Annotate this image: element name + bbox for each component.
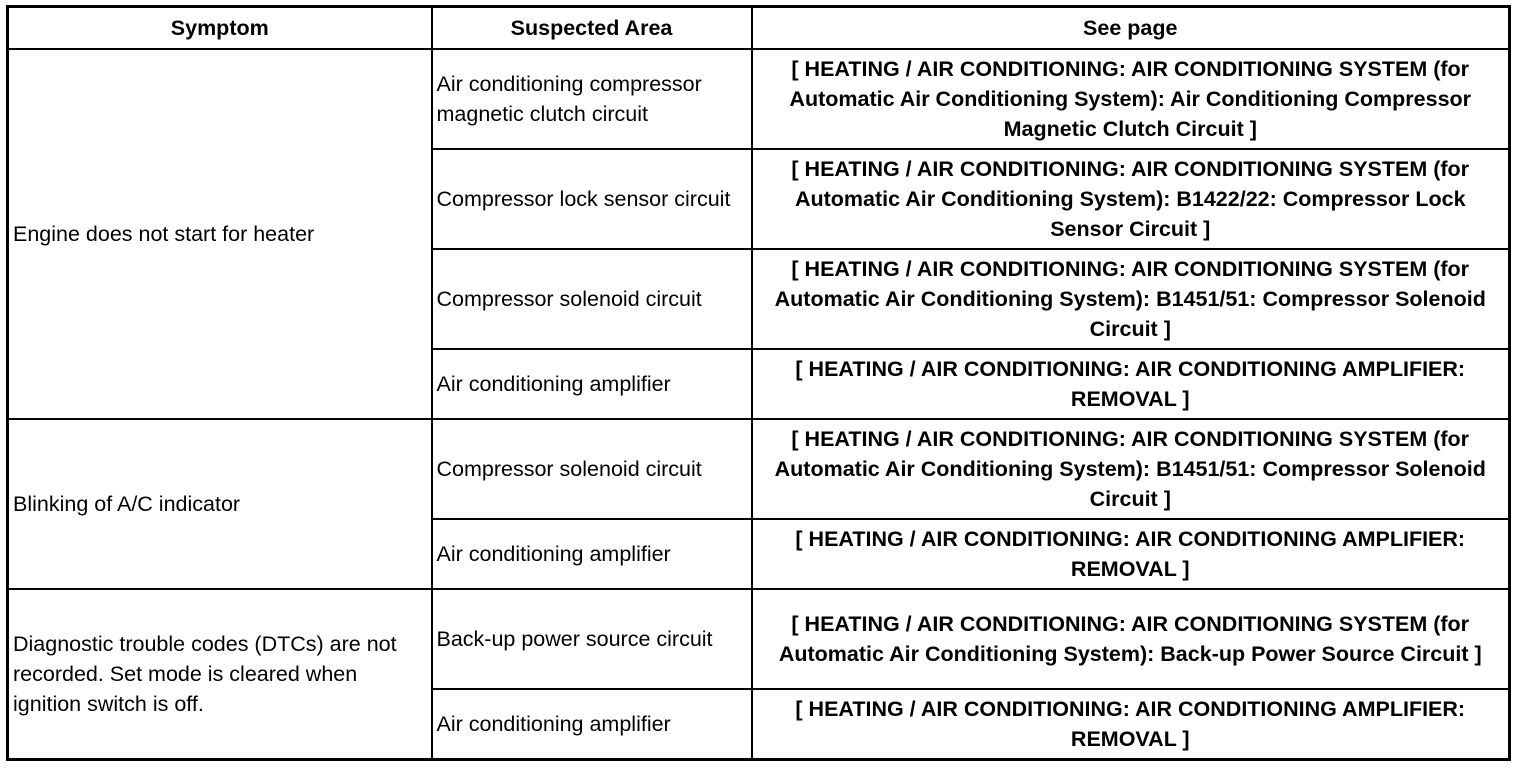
symptom-cell: Engine does not start for heater bbox=[8, 49, 432, 419]
symptom-cell: Blinking of A/C indicator bbox=[8, 419, 432, 589]
table-row bbox=[8, 49, 1510, 149]
see-page-link[interactable]: [ HEATING / AIR CONDITIONING: AIR CONDITIONING SYSTEM (for Automatic Air Conditioning System): Air Conditioning Compressor Magnetic Clutch Circuit ] bbox=[752, 49, 1510, 149]
table-row bbox=[8, 419, 1510, 519]
header-symptom: Symptom bbox=[8, 7, 432, 50]
header-see-page: See page bbox=[752, 7, 1510, 50]
troubleshooting-table bbox=[6, 5, 1511, 761]
suspected-area-cell: Air conditioning compressor magnetic clutch circuit bbox=[432, 49, 752, 149]
see-page-link[interactable]: [ HEATING / AIR CONDITIONING: AIR CONDITIONING SYSTEM (for Automatic Air Conditioning System): Back-up Power Source Circuit ] bbox=[752, 589, 1510, 689]
see-page-link[interactable]: [ HEATING / AIR CONDITIONING: AIR CONDITIONING AMPLIFIER: REMOVAL ] bbox=[752, 689, 1510, 760]
suspected-area-cell: Compressor lock sensor circuit bbox=[432, 149, 752, 249]
see-page-link[interactable]: [ HEATING / AIR CONDITIONING: AIR CONDITIONING SYSTEM (for Automatic Air Conditioning System): B1451/51: Compressor Solenoid Circuit ] bbox=[752, 249, 1510, 349]
see-page-link[interactable]: [ HEATING / AIR CONDITIONING: AIR CONDITIONING SYSTEM (for Automatic Air Conditioning System): B1422/22: Compressor Lock Sensor Circuit ] bbox=[752, 149, 1510, 249]
suspected-area-cell: Air conditioning amplifier bbox=[432, 349, 752, 419]
suspected-area-cell: Compressor solenoid circuit bbox=[432, 249, 752, 349]
suspected-area-cell: Air conditioning amplifier bbox=[432, 689, 752, 760]
suspected-area-cell: Compressor solenoid circuit bbox=[432, 419, 752, 519]
troubleshooting-table-container bbox=[6, 5, 1508, 761]
suspected-area-cell: Back-up power source circuit bbox=[432, 589, 752, 689]
table-row bbox=[8, 589, 1510, 689]
table-header-row bbox=[8, 7, 1510, 50]
see-page-link[interactable]: [ HEATING / AIR CONDITIONING: AIR CONDITIONING SYSTEM (for Automatic Air Conditioning System): B1451/51: Compressor Solenoid Circuit ] bbox=[752, 419, 1510, 519]
header-suspected-area: Suspected Area bbox=[432, 7, 752, 50]
see-page-link[interactable]: [ HEATING / AIR CONDITIONING: AIR CONDITIONING AMPLIFIER: REMOVAL ] bbox=[752, 349, 1510, 419]
see-page-link[interactable]: [ HEATING / AIR CONDITIONING: AIR CONDITIONING AMPLIFIER: REMOVAL ] bbox=[752, 519, 1510, 589]
suspected-area-cell: Air conditioning amplifier bbox=[432, 519, 752, 589]
symptom-cell: Diagnostic trouble codes (DTCs) are not recorded. Set mode is cleared when ignition switch is off. bbox=[8, 589, 432, 760]
